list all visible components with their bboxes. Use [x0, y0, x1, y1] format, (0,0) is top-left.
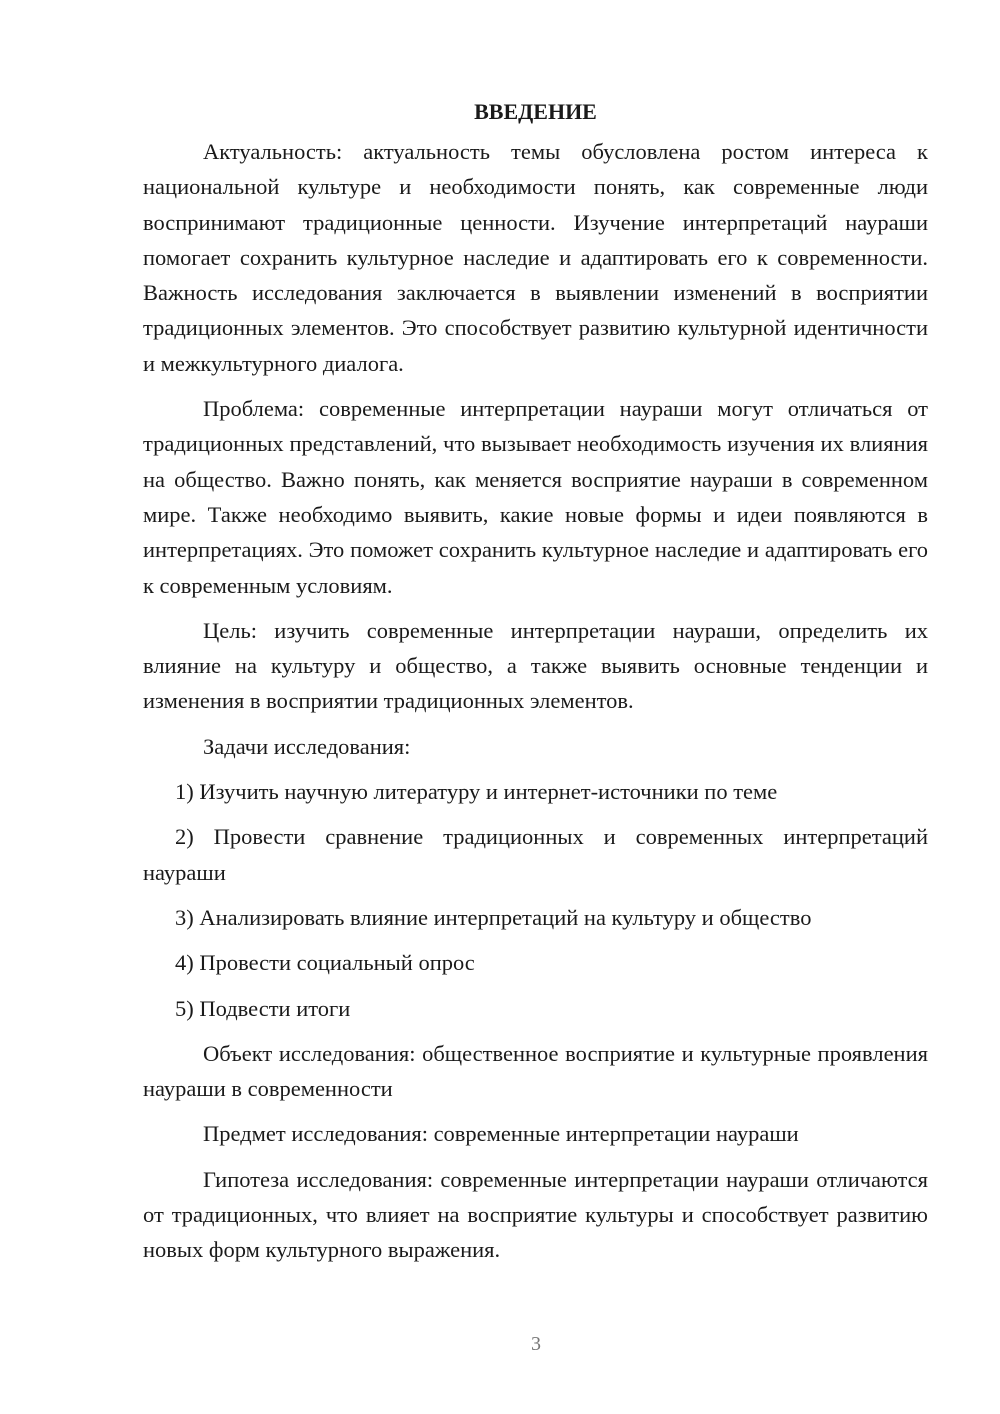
list-item: 3) Анализировать влияние интерпретаций на культуру и общество: [175, 904, 812, 930]
paragraph-object: Объект исследования: общественное восприятие и культурные проявления наураши в современности: [143, 1040, 928, 1102]
paragraph-tasks-heading: Задачи исследования:: [203, 733, 411, 759]
paragraph-relevance: Актуальность: актуальность темы обусловлена ростом интереса к национальной культуре и необходимости понять, как современные люди воспринимают традиционные ценности. Изучение интерпретаций наураши помогает сохранить культурное наследие и адаптировать его к современности. Важность исследования заключается в выявлении изменений в восприятии традиционных элементов. Это способствует развитию культурной идентичности и межкультурного диалога.: [143, 139, 928, 376]
list-item: 4) Провести социальный опрос: [175, 950, 475, 976]
page-number: 3: [531, 1333, 541, 1355]
document-title: ВВЕДЕНИЕ: [474, 99, 597, 124]
list-item: 2) Провести сравнение традиционных и современных интерпретаций наураши: [143, 824, 928, 885]
paragraph-subject: Предмет исследования: современные интерпретации наураши: [203, 1121, 799, 1147]
paragraph-problem: Проблема: современные интерпретации наураши могут отличаться от традиционных представлений, что вызывает необходимость изучения их влияния на общество. Важно понять, как меняется восприятие наураши в современном мире. Также необходимо выявить, какие новые формы и идеи появляются в интерпретациях. Это поможет сохранить культурное наследие и адаптировать его к современным условиям.: [143, 396, 928, 598]
paragraph-hypothesis: Гипотеза исследования: современные интерпретации наураши отличаются от традиционных, что влияет на восприятие культуры и способствует развитию новых форм культурного выражения.: [143, 1166, 928, 1263]
list-item: 1) Изучить научную литературу и интернет-источники по теме: [175, 779, 778, 805]
list-item: 5) Подвести итоги: [175, 995, 351, 1021]
tasks-list: [143, 774, 928, 1026]
document-page: [143, 94, 928, 1278]
paragraph-goal: Цель: изучить современные интерпретации наураши, определить их влияние на культуру и общество, а также выявить основные тенденции и изменения в восприятии традиционных элементов.: [143, 617, 928, 714]
